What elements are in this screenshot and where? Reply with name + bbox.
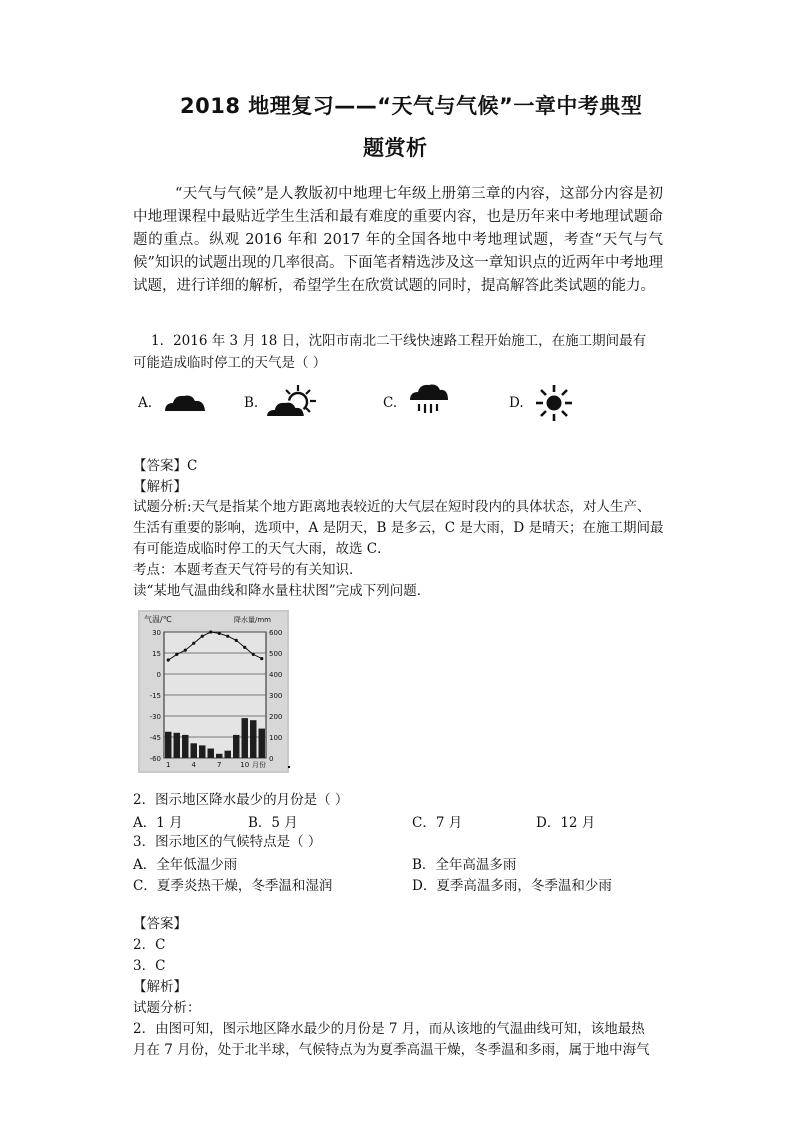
partly-cloudy-icon	[264, 384, 318, 420]
q1-analysis-line1: 试题分析:天气是指某个地方距离地表较近的大气层在短时段内的具体状态，对人生产、	[133, 499, 651, 515]
q1-option-a-label: A.	[138, 395, 153, 411]
precipitation-bar	[208, 749, 214, 758]
q1-option-c-label: C.	[383, 395, 398, 411]
precipitation-bar	[225, 751, 231, 758]
q3-option-b: B．全年高温多雨	[412, 857, 517, 873]
chart-right-tick: 100	[269, 734, 283, 742]
answer2-q3: 3．C	[133, 958, 166, 974]
answer2-line1: 2．由图可知，图示地区降水最少的月份是 7 月，而从该地的气温曲线可知，该地最热	[133, 1021, 645, 1037]
answer2-line2: 月在 7 月份，处于北半球，气候特点为为夏季高温干燥，冬季温和多雨，属于地中海气	[133, 1042, 650, 1058]
intro-paragraph: “天气与气候”是人教版初中地理七年级上册第三章的内容，这部分内容是初中地理课程中最贴近学生生活和最有难度的重要内容，也是历年来中考地理试题命题的重点。纵观 2016 年和 2017 年的全国各地中考地理试题，考查“天气与气候”知识的试题出现的几率很高。下面笔者精选涉及这一章知识点的近两年中考地理试题，进行详细的解析，希望学生在欣赏试题的同时，提高解答此类试题的能力。	[133, 186, 663, 294]
page-title-line2: 题赏析	[363, 136, 428, 160]
q2-option-a: A．1 月	[133, 815, 183, 831]
temperature-point	[226, 635, 229, 638]
chart-right-title: 降水量/mm	[234, 616, 271, 624]
chart-left-tick: -60	[149, 755, 161, 763]
q3-option-c: C．夏季炎热干燥，冬季温和湿润	[133, 878, 333, 894]
temperature-point	[184, 649, 187, 652]
temperature-point	[218, 632, 221, 635]
chart-x-tick: 10	[240, 761, 250, 769]
temperature-point	[260, 657, 263, 660]
heavy-rain-icon	[408, 382, 450, 418]
q1-stem-line2: 可能造成临时停工的天气是（ ）	[133, 355, 327, 371]
temperature-point	[209, 630, 212, 633]
temperature-point	[175, 653, 178, 656]
q1-analysis-head: 【解析】	[133, 479, 187, 495]
q1-point: 考点：本题考查天气符号的有关知识．	[133, 562, 363, 578]
chart-left-tick: 15	[152, 650, 161, 658]
chart-right-tick: 400	[269, 671, 283, 679]
q3-option-d: D．夏季高温多雨，冬季温和少雨	[412, 878, 612, 894]
chart-left-title: 气温/℃	[144, 615, 172, 624]
chart-right-tick: 0	[269, 755, 274, 763]
page-title-line1: 2018 地理复习——“天气与气候”一章中考典型	[180, 94, 643, 118]
precipitation-bar	[242, 718, 248, 758]
temperature-point	[252, 653, 255, 656]
chart-left-tick: -15	[149, 692, 161, 700]
chart-x-tick: 7	[217, 761, 222, 769]
chart-x-tick: 4	[191, 761, 196, 769]
chart-x-unit: 月份	[252, 761, 266, 769]
precipitation-bar	[250, 720, 256, 758]
sunny-icon	[535, 384, 573, 422]
temperature-point	[192, 642, 195, 645]
overcast-icon	[162, 389, 208, 415]
chart-left-tick: -30	[149, 713, 161, 721]
precipitation-bar	[216, 754, 222, 758]
answer2-q2: 2．C	[133, 937, 166, 953]
q2-option-d: D．12 月	[536, 815, 596, 831]
temperature-point	[167, 658, 170, 661]
temperature-point	[235, 639, 238, 642]
precipitation-bar	[191, 743, 197, 758]
chart-left-tick: -45	[149, 734, 161, 742]
chart-left-tick: 30	[152, 629, 161, 637]
q2-option-c: C．7 月	[412, 815, 463, 831]
chart-right-tick: 200	[269, 713, 283, 721]
precipitation-bar	[259, 729, 265, 758]
q1-answer: 【答案】C	[133, 458, 198, 474]
precipitation-bar	[174, 733, 180, 758]
q1-analysis-line2: 生活有重要的影响，选项中，A 是阴天，B 是多云，C 是大雨，D 是晴天；在施工期间最	[133, 520, 664, 536]
chart-right-tick: 500	[269, 650, 283, 658]
precipitation-bar	[199, 745, 205, 758]
chart-right-tick: 600	[269, 629, 283, 637]
q1-analysis-line3: 有可能造成临时停工的天气大雨，故选 C．	[133, 541, 391, 557]
temperature-point	[243, 646, 246, 649]
precipitation-bar	[165, 732, 171, 758]
q1-option-d-label: D.	[509, 395, 524, 411]
q1-option-b-label: B.	[244, 395, 259, 411]
q2-stem: 2．图示地区降水最少的月份是（ ）	[133, 792, 349, 808]
answer2-analysis-label: 试题分析：	[133, 1000, 201, 1016]
answer2-head: 【答案】	[133, 916, 187, 932]
q3-option-a: A．全年低温少雨	[133, 857, 238, 873]
chart-x-tick: 1	[166, 761, 171, 769]
q3-stem: 3．图示地区的气候特点是（ ）	[133, 834, 322, 850]
temperature-point	[201, 635, 204, 638]
precipitation-bar	[182, 735, 188, 758]
q1-stem-line1: 1．2016 年 3 月 18 日，沈阳市南北二干线快速路工程开始施工，在施工期间最有	[151, 333, 647, 349]
climate-chart	[138, 610, 292, 774]
answer2-analysis-head: 【解析】	[133, 979, 187, 995]
q1-read: 读“某地气温曲线和降水量柱状图”完成下列问题．	[133, 583, 431, 599]
q2-option-b: B．5 月	[248, 815, 298, 831]
precipitation-bar	[233, 735, 239, 758]
image-anchor-dot	[288, 766, 290, 768]
chart-right-tick: 300	[269, 692, 283, 700]
chart-left-tick: 0	[156, 671, 161, 679]
